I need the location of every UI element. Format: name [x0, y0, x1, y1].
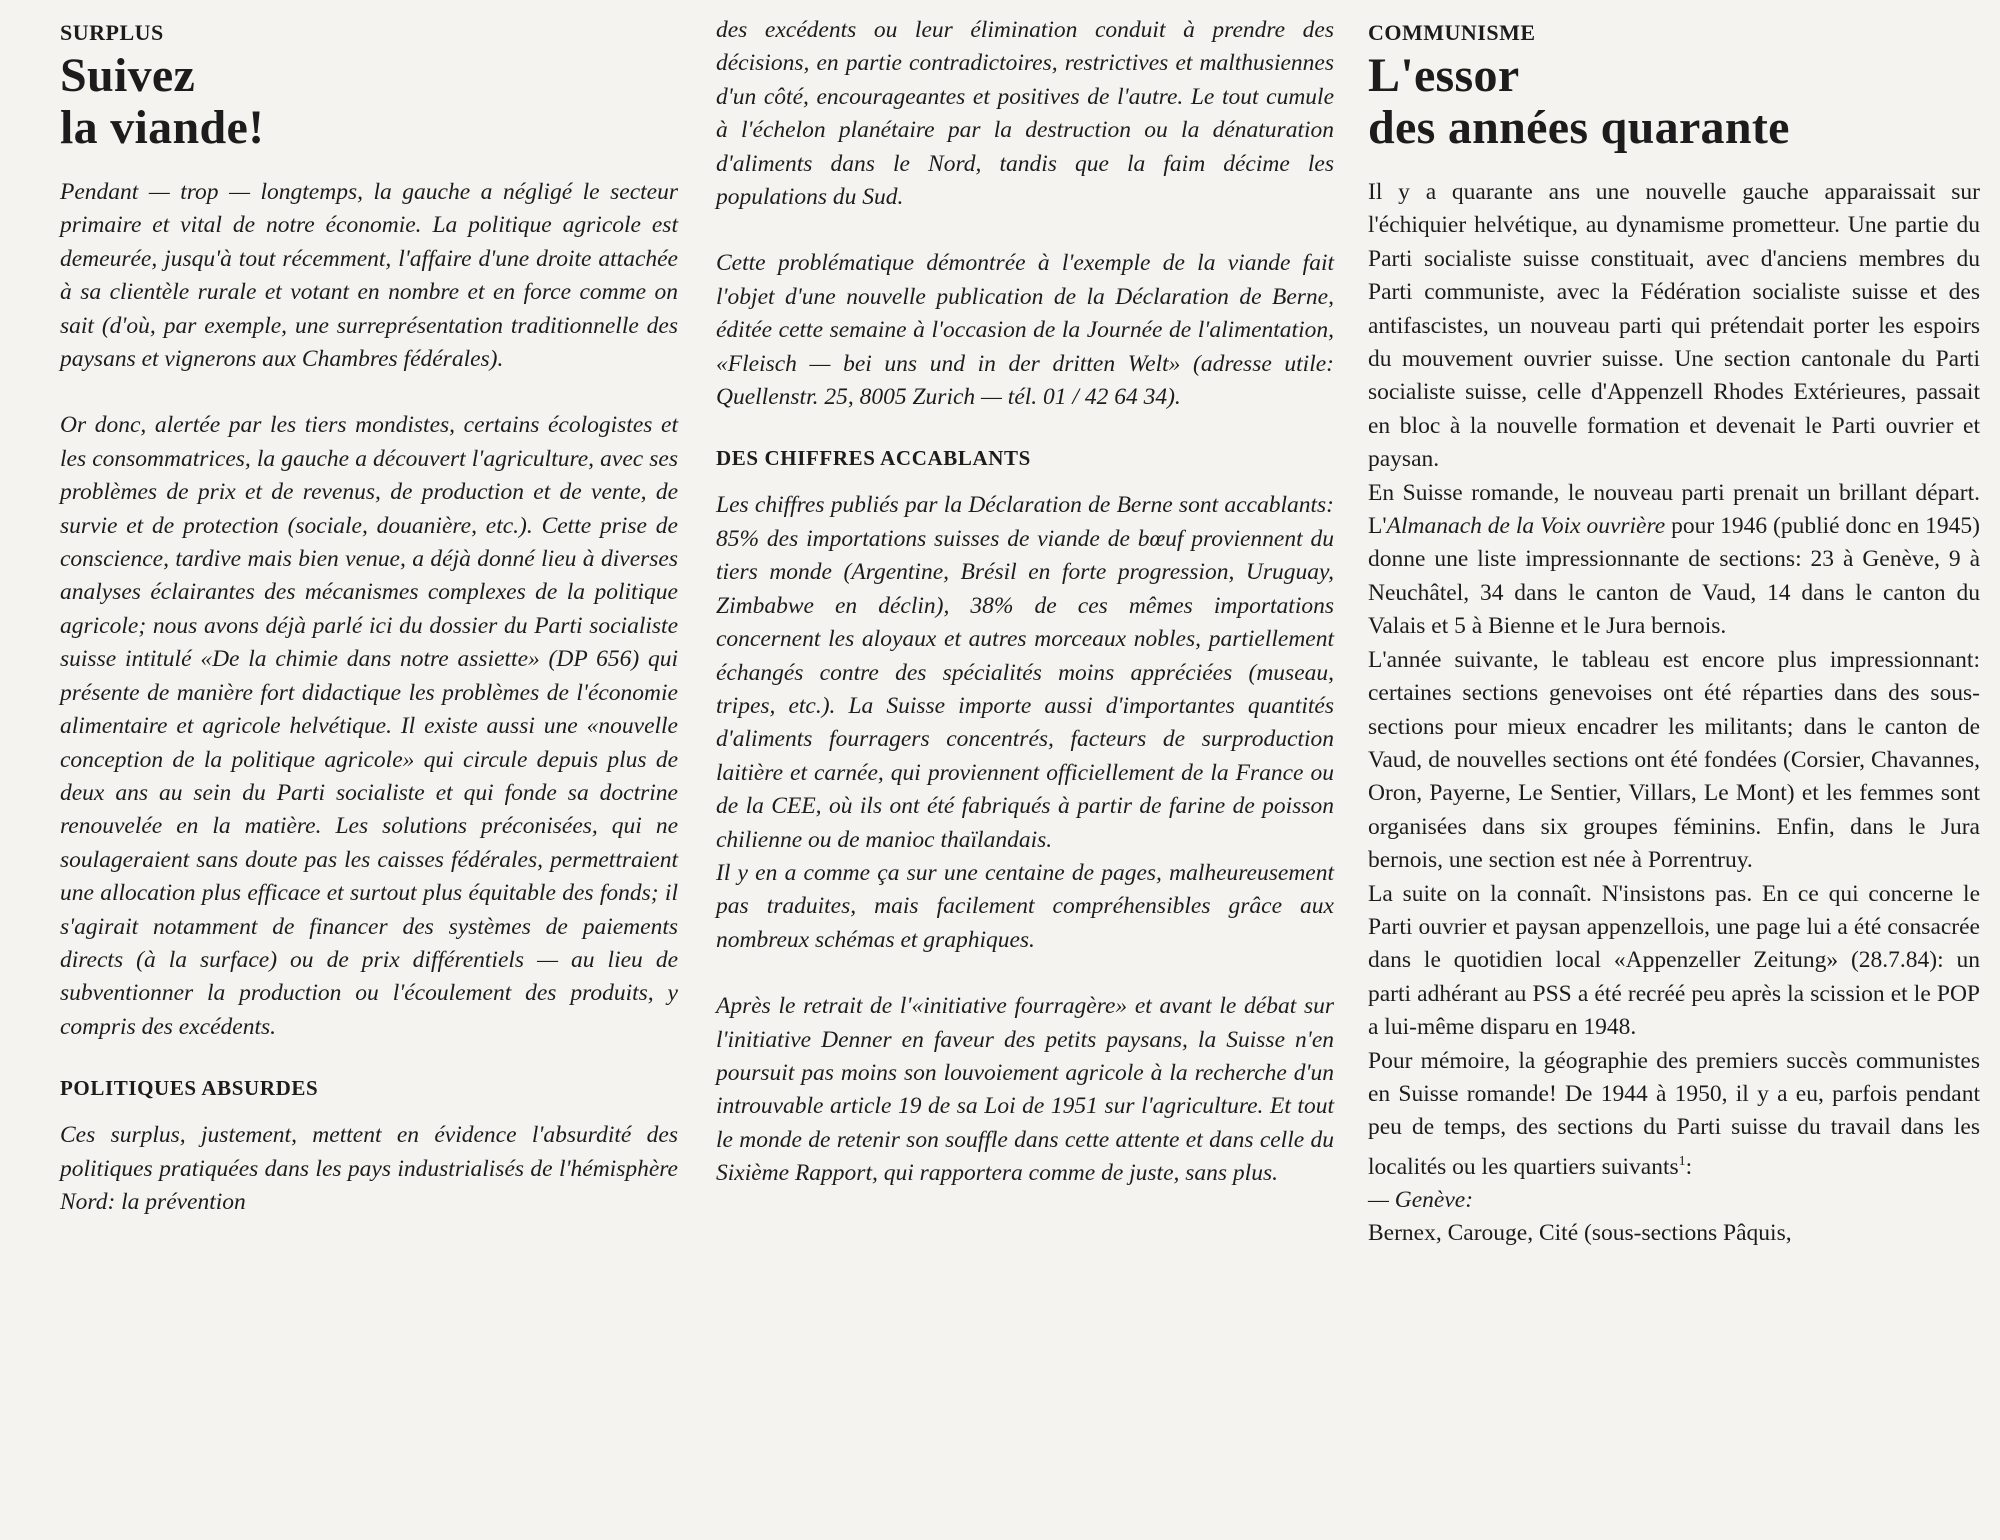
paragraph: Ces surplus, justement, mettent en évidence l'absurdité des politiques pratiquées dans les pays industrialisés de l'hémisphère Nord: la prévention: [60, 1122, 678, 1215]
paragraph: des excédents ou leur élimination conduit à prendre des décisions, en partie contradictoires, restrictives et malthusiennes d'un côté, encourageantes et positives de l'autre. Le tout cumule à l'échelon planétaire par la destruction ou la dénaturation d'aliments dans le Nord, tandis que la faim décime les populations du Sud.: [716, 17, 1334, 211]
text-span: pour 1946 (publié donc en 1945) donne une liste impressionnante de sections: 23 à Genève, 9 à Neuchâtel, 34 dans le canton de Vaud, 14 dans le canton du Valais et 5 à Bienne et le Jura bernois.: [1368, 513, 1980, 640]
headline-line-2: des années quarante: [1368, 101, 1790, 154]
paragraph: Bernex, Carouge, Cité (sous-sections Pâquis,: [1368, 1220, 1792, 1247]
almanach-title: Almanach de la Voix ouvrière: [1386, 513, 1666, 540]
text-span: :: [1685, 1153, 1693, 1180]
footnote-marker: 1: [1678, 1153, 1686, 1169]
headline-line-1: L'essor: [1368, 49, 1520, 102]
paragraph: Après le retrait de l'«initiative fourragère» et avant le débat sur l'initiative Denner en faveur des petits paysans, la Suisse n'en poursuit pas moins son louvoiement agricole à la recherche d'un introuvable article 19 de sa Loi de 1951 sur l'agriculture. Et tout le monde de retenir son souffle dans cette attente et dans celle du Sixième Rapport, qui rapportera comme de juste, sans plus.: [716, 993, 1334, 1187]
article-communisme-column: [1368, 14, 1980, 1251]
list-heading-geneve: — Genève:: [1368, 1187, 1474, 1214]
paragraph: L'année suivante, le tableau est encore plus impressionnant: certaines sections genevoises ont été réparties dans des sous-sections pour mieux encadrer les militants; dans le canton de Vaud, de nouvelles sections ont été fondées (Corsier, Chavannes, Oron, Payerne, Le Sentier, Villars, Le Mont) et les femmes sont organisées dans six groupes féminins. Enfin, dans le Jura bernois, une section est née à Porrentruy.: [1368, 646, 1980, 874]
headline-suivez-la-viande: [60, 50, 678, 154]
headline-line-2: la viande!: [60, 101, 265, 154]
text-span: Pour mémoire, la géographie des premiers succès communistes en Suisse romande! De 1944 à 1950, il y a eu, parfois pendant peu de temps, des sections du Parti suisse du travail dans les localités ou les quartiers suivants: [1368, 1047, 1980, 1180]
headline-line-1: Suivez: [60, 49, 196, 102]
headline-lessor: [1368, 50, 1980, 154]
paragraph: [1368, 477, 1980, 644]
article-surplus-column-1: [60, 14, 678, 1219]
kicker-communisme: COMMUNISME: [1368, 20, 1536, 45]
subhead-des-chiffres-accablants: DES CHIFFRES ACCABLANTS: [716, 446, 1031, 471]
paragraph: Or donc, alertée par les tiers mondistes, certains écologistes et les consommatrices, la gauche a découvert l'agriculture, avec ses problèmes de prix et de revenus, de production et de vente, de survie et de protection (sociale, douanière, etc.). Cette prise de conscience, tardive mais bien venue, a déjà donné lieu à diverses analyses éclairantes des mécanismes complexes de la politique agricole; nous avons déjà parlé ici du dossier du Parti socialiste suisse intitulé «De la chimie dans notre assiette» (DP 656) qui présente de manière fort didactique les problèmes de l'économie alimentaire et agricole helvétique. Il existe aussi une «nouvelle conception de la politique agricole» qui circule depuis plus de deux ans au sein du Parti socialiste et qui fonde sa doctrine renouvelée en la matière. Les solutions préconisées, qui ne soulageraient sans doute pas les caisses fédérales, permettraient une allocation plus efficace et surtout plus équitable des fonds; il s'agirait notamment de financer des systèmes de paiements directs (à la surface) ou de prix différentiels — au lieu de subventionner la production ou l'écoulement des produits, y compris des excédents.: [60, 412, 678, 1040]
text-span: En Suisse romande, le nouveau parti prenait un brillant départ. L': [1368, 479, 1980, 540]
paragraph: Cette problématique démontrée à l'exemple de la viande fait l'objet d'une nouvelle publication de la Déclaration de Berne, éditée cette semaine à l'occasion de la Journée de l'alimentation, «Fleisch — bei uns und in der dritten Welt» (adresse utile: Quellenstr. 25, 8005 Zurich — tél. 01 / 42 64 34).: [716, 250, 1334, 411]
paragraph: Il y a quarante ans une nouvelle gauche apparaissait sur l'échiquier helvétique, au dynamisme prometteur. Une partie du Parti socialiste suisse constituait, avec d'anciens membres du Parti communiste, avec la Fédération socialiste suisse et des antifascistes, un nouveau parti qui prétendait porter les espoirs du mouvement ouvrier suisse. Une section cantonale du Parti socialiste suisse, celle d'Appenzell Rhodes Extérieures, passait en bloc à la nouvelle formation et devenait le Parti ouvrier et paysan.: [1368, 179, 1980, 473]
subhead-politiques-absurdes: POLITIQUES ABSURDES: [60, 1076, 319, 1101]
paragraph: Pendant — trop — longtemps, la gauche a négligé le secteur primaire et vital de notre économie. La politique agricole est demeurée, jusqu'à tout récemment, l'affaire d'une droite attachée à sa clientèle rurale et votant en nombre et en force comme on sait (d'où, par exemple, une surreprésentation traditionnelle des paysans et vignerons aux Chambres fédérales).: [60, 179, 678, 373]
paragraph: Les chiffres publiés par la Déclaration de Berne sont accablants: 85% des importations suisses de viande de bœuf proviennent du tiers monde (Argentine, Brésil en forte progression, Uruguay, Zimbabwe en déclin), 38% de ces mêmes importations concernent les aloyaux et autres morceaux nobles, partiellement échangés contre des spécialités moins appréciées (museau, tripes, etc.). La Suisse importe aussi d'importantes quantités d'aliments fourragers concentrés, facteurs de surproduction laitière et carnée, qui proviennent officiellement de la France ou de la CEE, où ils ont été fabriqués à partir de farine de poisson chilienne ou de manioc thaïlandais.: [716, 492, 1334, 853]
article-surplus-column-2: [716, 14, 1334, 1191]
paragraph: Il y en a comme ça sur une centaine de pages, malheureusement pas traduites, mais facilement compréhensibles grâce aux nombreux schémas et graphiques.: [716, 859, 1334, 953]
paragraph: [1368, 1045, 1980, 1184]
paragraph: La suite on la connaît. N'insistons pas. En ce qui concerne le Parti ouvrier et paysan appenzellois, une page lui a été consacrée dans le quotidien local «Appenzeller Zeitung» (28.7.84): un parti adhérant au PSS a été recréé peu après la scission et le POP a lui-même disparu en 1948.: [1368, 880, 1980, 1041]
kicker-surplus: SURPLUS: [60, 20, 164, 45]
